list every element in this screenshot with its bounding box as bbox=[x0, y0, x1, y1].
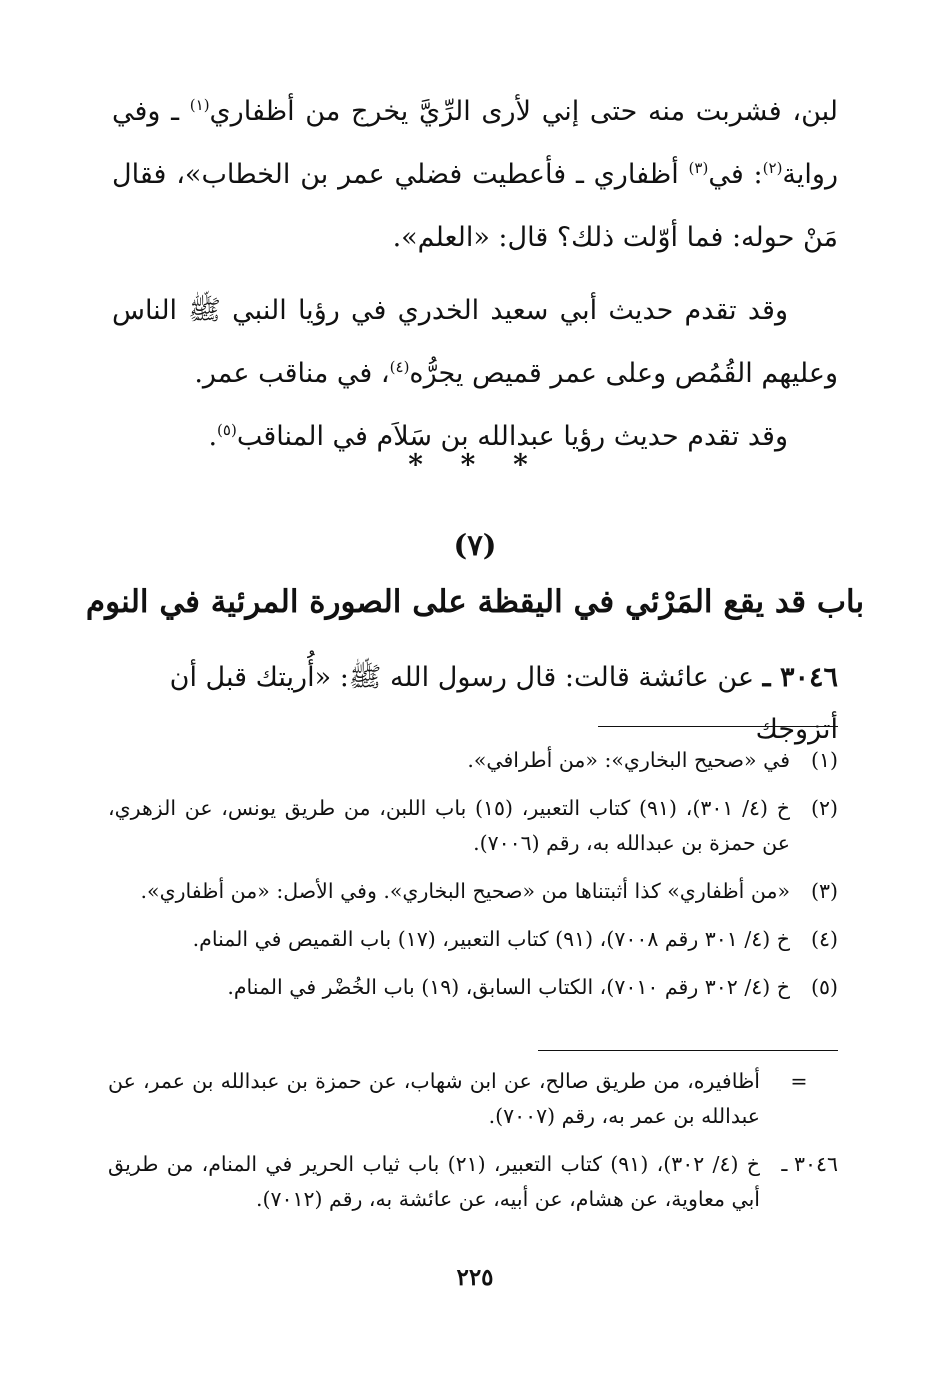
footnote-item bbox=[108, 970, 838, 1005]
takhrij-marker: = bbox=[790, 1069, 808, 1093]
takhrij-notes bbox=[108, 1064, 838, 1230]
footnote-ref: (٤) bbox=[389, 358, 410, 376]
hadith-text: عن عائشة قالت: قال رسول الله ﷺ: «أُريتك قبل أن أتزوجك bbox=[169, 662, 838, 745]
footnote-item bbox=[108, 743, 838, 778]
chapter-title: باب قد يقع المَرْئي في اليقظة على الصورة المرئية في النوم bbox=[85, 584, 865, 620]
text-segment: ـ وفي رواية bbox=[112, 96, 838, 190]
footnote-divider bbox=[598, 726, 838, 727]
takhrij-item bbox=[108, 1064, 838, 1134]
page-number: ٢٢٥ bbox=[456, 1264, 494, 1291]
footnote-text: خ (٤/ ٣٠٢ رقم ٧٠١٠)، الكتاب السابق، (١٩) باب الخُضْر في المنام. bbox=[227, 975, 790, 999]
footnote-text: خ (٤/ ٣٠١ رقم ٧٠٠٨)، (٩١) كتاب التعبير، (١٧) باب القميص في المنام. bbox=[192, 927, 790, 951]
footnote-item bbox=[108, 874, 838, 909]
footnote-ref: (٢) bbox=[762, 159, 783, 177]
footnote-marker: (٥) bbox=[810, 975, 838, 999]
footnote-ref: (٥) bbox=[217, 421, 237, 439]
takhrij-divider bbox=[538, 1050, 838, 1051]
footnote-marker: (٣) bbox=[810, 879, 838, 903]
section-separator: * * * bbox=[408, 448, 542, 481]
footnote-text: في «صحيح البخاري»: «من أطرافي». bbox=[467, 748, 790, 772]
footnotes bbox=[108, 743, 838, 1018]
footnote-ref: (٣) bbox=[688, 159, 709, 177]
footnote-item bbox=[108, 922, 838, 957]
footnote-text: خ (٤/ ٣٠١)، (٩١) كتاب التعبير، (١٥) باب اللبن، من طريق يونس، عن الزهري، عن حمزة بن عبدالله به، رقم (٧٠٠٦). bbox=[108, 796, 790, 855]
footnote-marker: (٤) bbox=[810, 927, 838, 951]
paragraph-1 bbox=[112, 80, 838, 269]
text-segment: وقد تقدم حديث أبي سعيد الخدري في رؤيا النبي ﷺ الناس وعليهم القُمُص وعلى عمر قميص يجرُّه bbox=[112, 295, 838, 389]
takhrij-marker: ٣٠٤٦ ـ bbox=[781, 1152, 838, 1176]
hadith-number: ٣٠٤٦ ـ bbox=[762, 662, 838, 693]
text-segment: . bbox=[208, 421, 218, 452]
paragraph-2 bbox=[112, 279, 838, 405]
text-segment: : في bbox=[708, 159, 763, 190]
main-text bbox=[112, 80, 838, 468]
text-segment: أظفاري ـ فأعطيت فضلي عمر بن الخطاب»، فقال مَنْ حوله: فما أوّلت ذلك؟ قال: «العلم». bbox=[112, 159, 838, 253]
footnote-marker: (٢) bbox=[810, 796, 838, 820]
takhrij-item bbox=[108, 1147, 838, 1217]
text-segment: لبن، فشربت منه حتى إني لأرى الرِّيَّ يخرج من أظفاري bbox=[209, 96, 838, 127]
text-segment: وقد تقدم حديث رؤيا عبدالله بن سَلاَم في المناقب bbox=[236, 421, 788, 452]
text-segment: ، في مناقب عمر. bbox=[194, 358, 390, 389]
takhrij-text: أظافيره، من طريق صالح، عن ابن شهاب، عن حمزة بن عبدالله بن عمر، عن عبدالله بن عمر به، رقم (٧٠٠٧). bbox=[108, 1069, 760, 1128]
footnote-item bbox=[108, 791, 838, 861]
footnote-marker: (١) bbox=[810, 748, 838, 772]
footnote-text: «من أظفاري» كذا أثبتناها من «صحيح البخاري». وفي الأصل: «من أظفاري». bbox=[140, 879, 790, 903]
hadith-line bbox=[112, 652, 838, 756]
takhrij-text: خ (٤/ ٣٠٢)، (٩١) كتاب التعبير، (٢١) باب ثياب الحرير في المنام، من طريق أبي معاوية، عن هشام، عن أبيه، عن عائشة به، رقم (٧٠١٢). bbox=[108, 1152, 760, 1211]
chapter-number: (٧) bbox=[453, 528, 497, 562]
footnote-ref: (١) bbox=[189, 96, 210, 114]
